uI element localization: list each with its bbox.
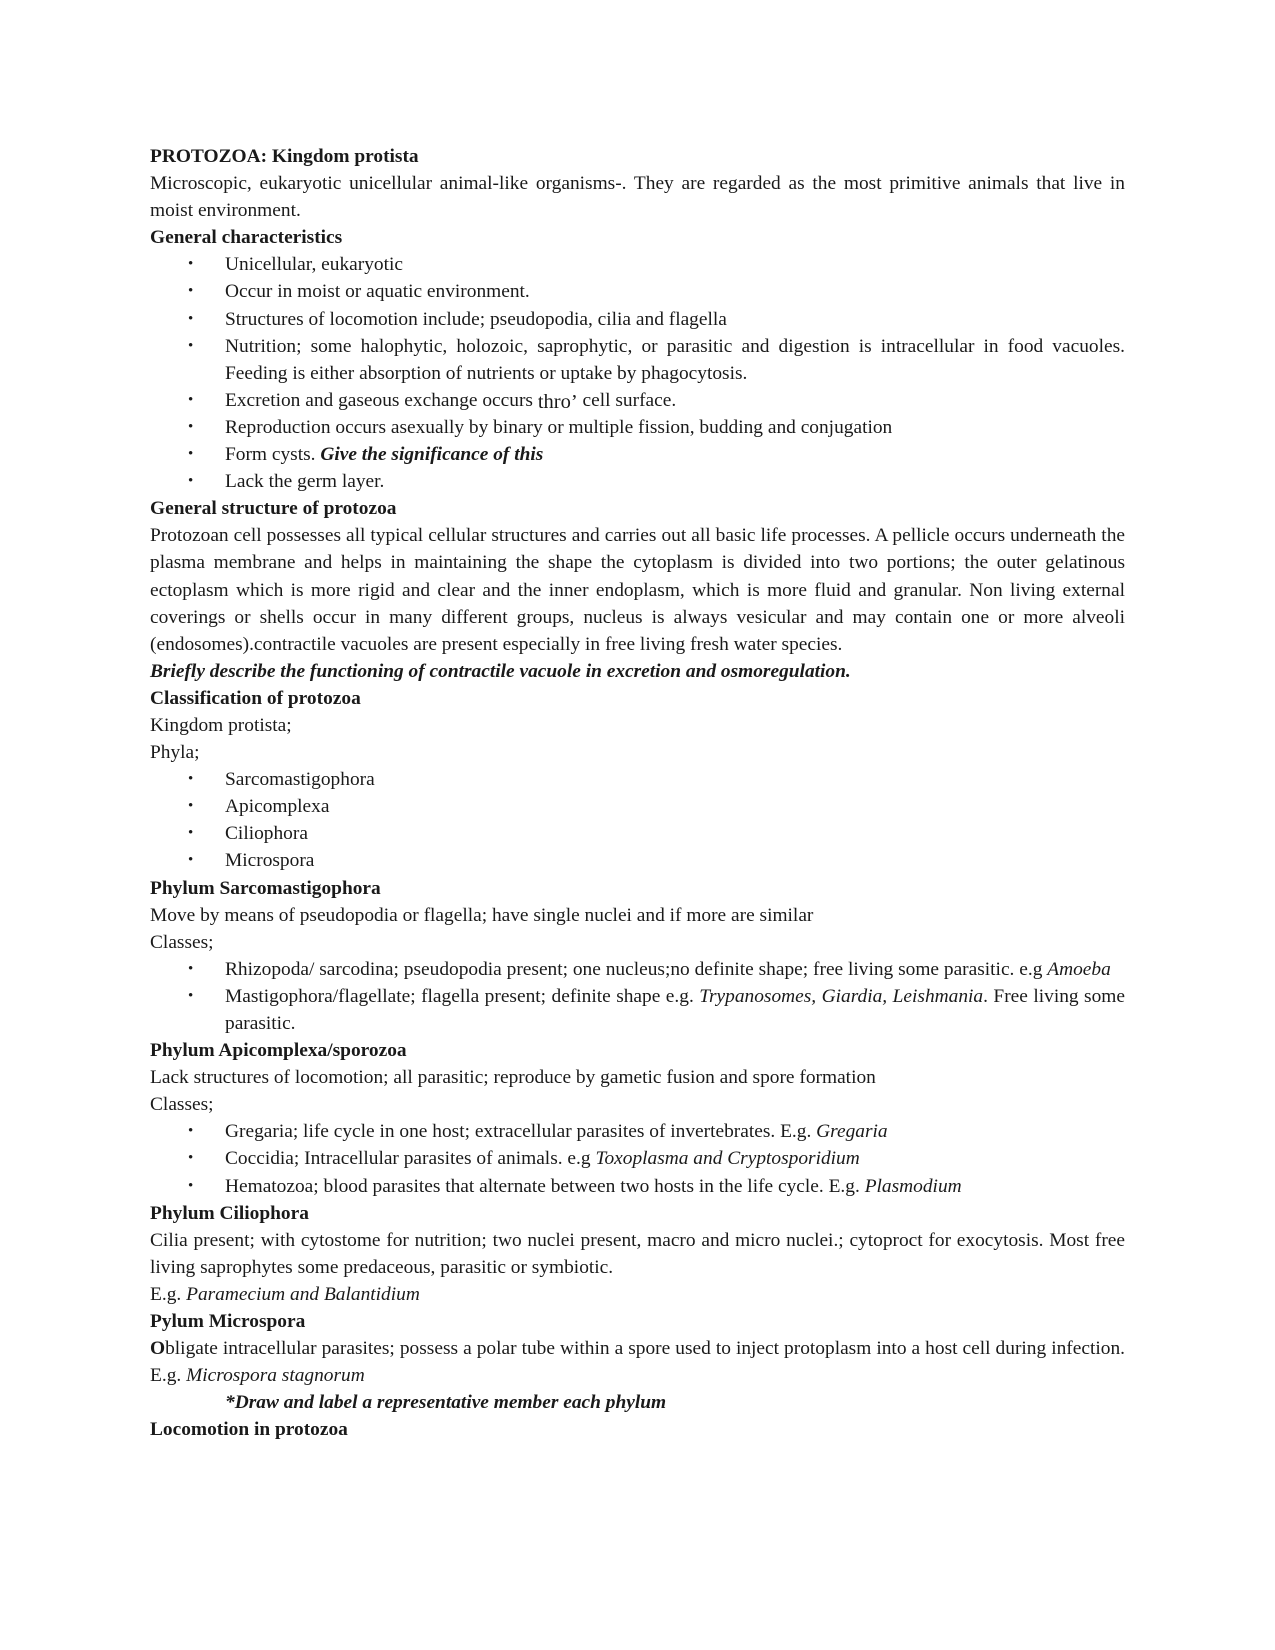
list-item bbox=[150, 1173, 1125, 1200]
question-prompt: Give the significance of this bbox=[320, 444, 544, 466]
list-item: • Nutrition; some halophytic, holozoic, saprophytic, or parasitic and digestion is intracellular in food vacuoles. Feeding is either absorption of nutrients or uptake by phagocytosis. bbox=[150, 333, 1125, 387]
list-item bbox=[150, 387, 1125, 414]
apicomplexa-classes-list bbox=[150, 1118, 1125, 1199]
ciliophora-heading: Phylum Ciliophora bbox=[150, 1202, 309, 1224]
list-item bbox=[150, 441, 1125, 468]
item-text: Rhizopoda/ sarcodina; pseudopodia present; one nucleus;no definite shape; free living some parasitic. e.g bbox=[225, 958, 1048, 980]
example-genus: Trypanosomes, Giardia, Leishmania bbox=[699, 985, 984, 1007]
list-item: • Apicomplexa bbox=[150, 793, 1125, 820]
list-item bbox=[150, 956, 1125, 983]
list-item: • Sarcomastigophora bbox=[150, 766, 1125, 793]
document-title: PROTOZOA: Kingdom protista bbox=[150, 146, 419, 167]
item-text: Form cysts. bbox=[225, 444, 321, 466]
list-item: • Structures of locomotion include; pseudopodia, cilia and flagella bbox=[150, 306, 1125, 333]
sarcomastigophora-classes-list bbox=[150, 956, 1125, 1037]
apicomplexa-description: Lack structures of locomotion; all parasitic; reproduce by gametic fusion and spore formation bbox=[150, 1067, 876, 1089]
abbreviation-thro: thro’ bbox=[537, 390, 578, 413]
list-item: • Reproduction occurs asexually by binary or multiple fission, budding and conjugation bbox=[150, 414, 1125, 441]
ciliophora-example bbox=[150, 1281, 1125, 1308]
item-text: Coccidia; Intracellular parasites of animals. e.g bbox=[225, 1148, 596, 1170]
sarcomastigophora-heading: Phylum Sarcomastigophora bbox=[150, 877, 381, 899]
classes-label: Classes; bbox=[150, 931, 214, 953]
phyla-label: Phyla; bbox=[150, 742, 200, 764]
drawing-task: *Draw and label a representative member each phylum bbox=[225, 1392, 667, 1414]
apicomplexa-heading: Phylum Apicomplexa/sporozoa bbox=[150, 1040, 407, 1062]
intro-paragraph: Microscopic, eukaryotic unicellular animal-like organisms-. They are regarded as the most primitive animals that live in moist environment. bbox=[150, 173, 1125, 222]
example-genus: Amoeba bbox=[1047, 958, 1111, 980]
phyla-list bbox=[150, 766, 1125, 874]
example-genus: Toxoplasma and Cryptosporidium bbox=[595, 1148, 860, 1170]
ciliophora-description: Cilia present; with cytostome for nutrition; two nuclei present, macro and micro nuclei.; cytoproct for exocytosis. Most free living saprophytes some predaceous, parasitic or symbiotic. bbox=[150, 1229, 1125, 1278]
microspora-heading: Pylum Microspora bbox=[150, 1311, 306, 1333]
general-characteristics-heading: General characteristics bbox=[150, 227, 343, 249]
general-structure-heading: General structure of protozoa bbox=[150, 498, 397, 520]
bold-initial: O bbox=[150, 1338, 166, 1360]
document-page bbox=[150, 143, 1125, 1444]
item-text: Mastigophora/flagellate; flagella present; definite shape e.g. bbox=[225, 985, 700, 1007]
item-text: Hematozoa; blood parasites that alternate between two hosts in the life cycle. E.g. bbox=[225, 1175, 865, 1197]
item-text: . Free living some parasitic. bbox=[225, 985, 1125, 1034]
list-item bbox=[150, 1145, 1125, 1172]
characteristics-list bbox=[150, 251, 1125, 495]
item-text: Gregaria; life cycle in one host; extracellular parasites of invertebrates. E.g. bbox=[225, 1121, 817, 1143]
general-structure-paragraph: Protozoan cell possesses all typical cellular structures and carries out all basic life processes. A pellicle occurs underneath the plasma membrane and helps in maintaining the shape the cytoplasm is divided into two portions; the outer gelatinous ectoplasm which is more rigid and clear and the inner endoplasm, which is more fluid and granular. Non living external coverings or shells occur in many different groups, nucleus is always vesicular and may contain one or more alveoli (endosomes).contractile vacuoles are present especially in free living fresh water species. bbox=[150, 525, 1125, 655]
microspora-description bbox=[150, 1335, 1125, 1389]
kingdom-line: Kingdom protista; bbox=[150, 714, 292, 736]
locomotion-heading: Locomotion in protozoa bbox=[150, 1419, 348, 1441]
classification-heading: Classification of protozoa bbox=[150, 687, 361, 709]
eg-prefix: E.g. bbox=[150, 1283, 187, 1305]
sarcomastigophora-description: Move by means of pseudopodia or flagella; have single nuclei and if more are similar bbox=[150, 904, 814, 926]
list-item bbox=[150, 983, 1125, 1037]
example-genus: Gregaria bbox=[816, 1121, 888, 1143]
example-genus: Microspora stagnorum bbox=[186, 1365, 365, 1387]
list-item bbox=[150, 1118, 1125, 1145]
item-text: cell surface. bbox=[577, 389, 677, 411]
item-text: bligate intracellular parasites; possess a polar tube within a spore used to inject protoplasm into a host cell during infection. E.g. bbox=[150, 1338, 1125, 1387]
list-item: • Lack the germ layer. bbox=[150, 468, 1125, 495]
list-item: • Microspora bbox=[150, 847, 1125, 874]
example-genus: Paramecium and Balantidium bbox=[186, 1283, 420, 1305]
list-item: • Unicellular, eukaryotic bbox=[150, 251, 1125, 278]
question-prompt: Briefly describe the functioning of contractile vacuole in excretion and osmoregulation. bbox=[150, 660, 851, 682]
list-item: • Occur in moist or aquatic environment. bbox=[150, 278, 1125, 305]
list-item: • Ciliophora bbox=[150, 820, 1125, 847]
classes-label: Classes; bbox=[150, 1094, 214, 1116]
example-genus: Plasmodium bbox=[864, 1175, 962, 1197]
item-text: Excretion and gaseous exchange occurs bbox=[225, 389, 538, 411]
